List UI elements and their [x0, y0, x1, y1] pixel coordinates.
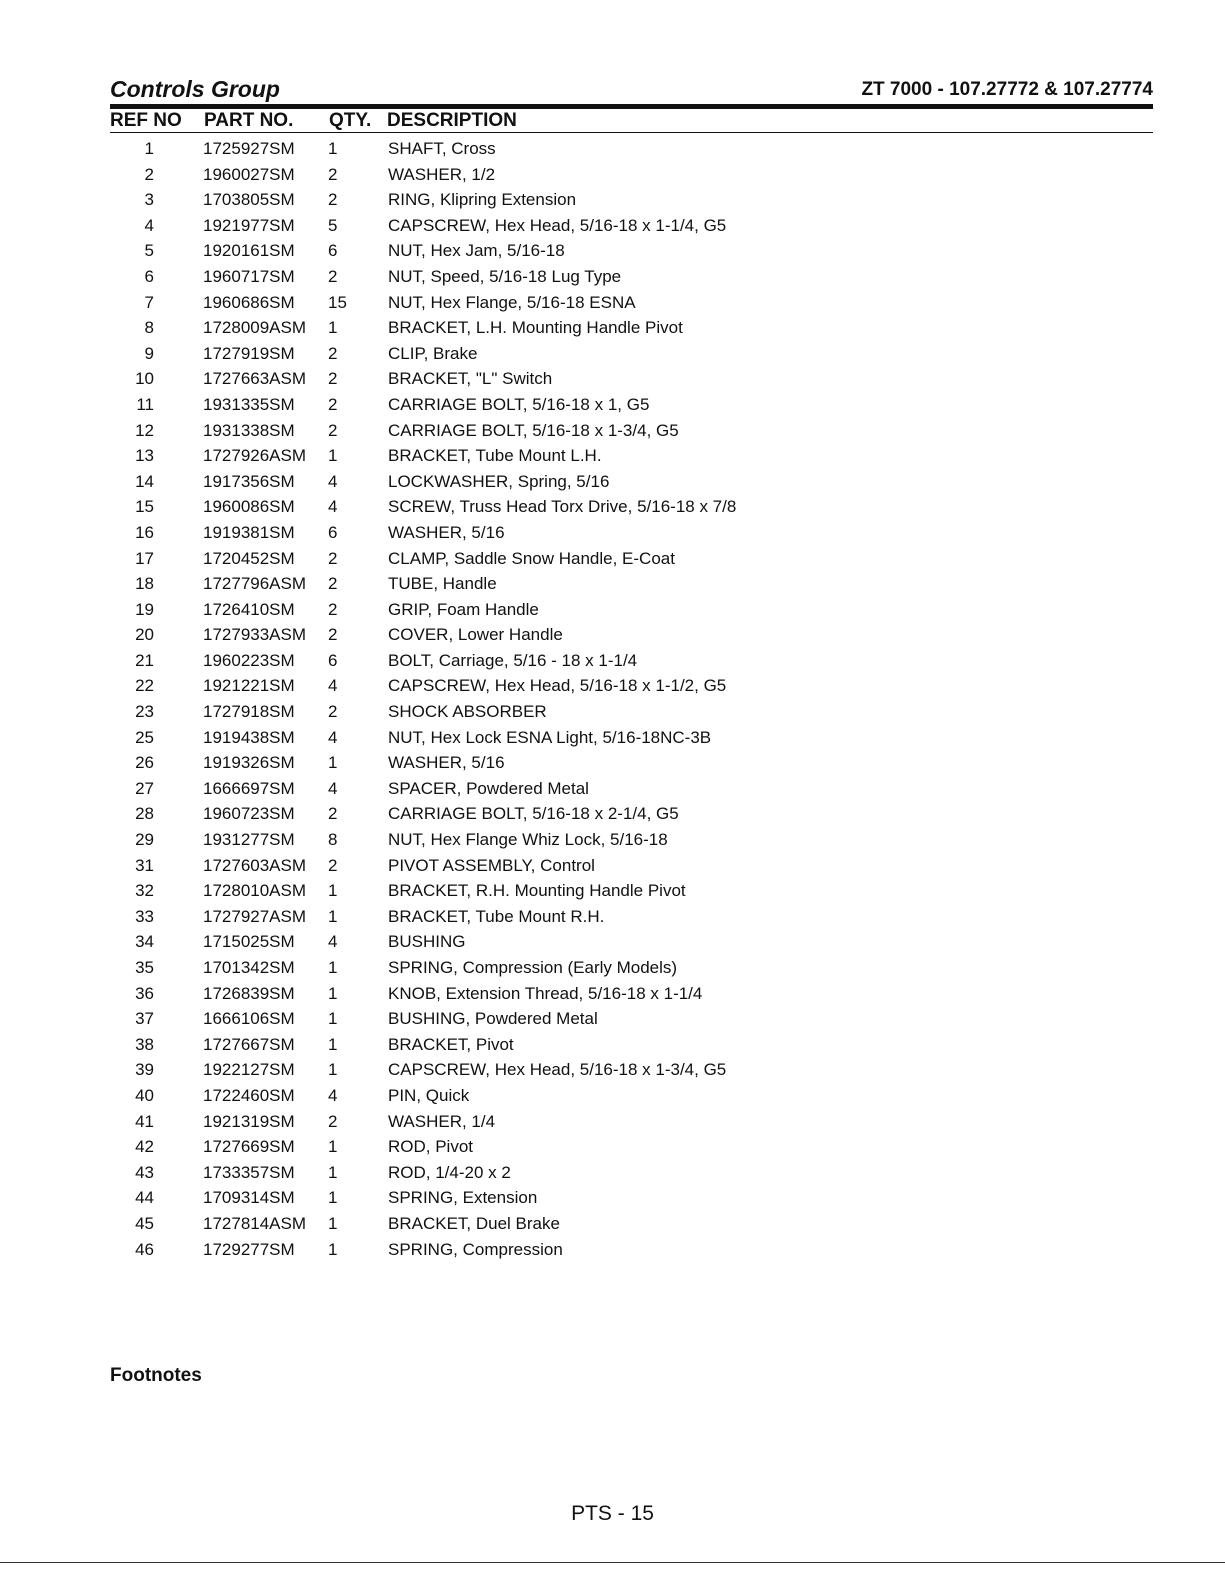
description: SHAFT, Cross — [388, 139, 496, 158]
description: BRACKET, Tube Mount R.H. — [388, 906, 605, 926]
section-title: Controls Group — [110, 76, 280, 102]
description: CAPSCREW, Hex Head, 5/16-18 x 1-1/4, G5 — [388, 215, 727, 235]
part-number: 1727603ASM — [203, 855, 307, 875]
quantity: 1 — [328, 983, 338, 1003]
part-number: 1729277SM — [203, 1239, 295, 1259]
part-number: 1666697SM — [203, 778, 295, 798]
ref-number: 12 — [135, 420, 154, 440]
table-row — [110, 1185, 1153, 1211]
part-number: 1920161SM — [203, 241, 295, 261]
ref-number: 23 — [135, 702, 154, 722]
table-row — [110, 494, 1153, 520]
ref-number: 19 — [135, 599, 154, 619]
description: SCREW, Truss Head Torx Drive, 5/16-18 x 7/8 — [388, 497, 737, 517]
table-row — [110, 366, 1153, 392]
part-number: 1960223SM — [203, 650, 295, 670]
ref-number: 29 — [135, 830, 154, 850]
ref-number: 18 — [135, 574, 154, 594]
part-number: 1922127SM — [203, 1060, 295, 1080]
quantity: 4 — [328, 778, 338, 798]
column-header-qty: QTY. — [329, 110, 372, 131]
description: WASHER, 5/16 — [388, 522, 505, 542]
table-row — [110, 955, 1153, 981]
quantity: 1 — [328, 881, 338, 901]
quantity: 8 — [328, 830, 338, 850]
table-row — [110, 1134, 1153, 1160]
ref-number: 44 — [135, 1188, 154, 1208]
part-number: 1960717SM — [203, 266, 295, 286]
quantity: 2 — [328, 574, 338, 594]
description: BRACKET, L.H. Mounting Handle Pivot — [388, 318, 683, 338]
ref-number: 31 — [135, 855, 154, 875]
table-row — [110, 1032, 1153, 1058]
description: COVER, Lower Handle — [388, 625, 563, 645]
part-number: 1727796ASM — [203, 574, 307, 594]
part-number: 1960723SM — [203, 804, 295, 824]
parts-list — [110, 136, 1153, 1262]
table-row — [110, 699, 1153, 725]
quantity: 1 — [328, 1188, 338, 1208]
table-row — [110, 392, 1153, 418]
description: WASHER, 5/16 — [388, 753, 505, 773]
table-row — [110, 725, 1153, 751]
table-row — [110, 673, 1153, 699]
description: NUT, Hex Flange Whiz Lock, 5/16-18 — [388, 830, 668, 850]
description: BRACKET, "L" Switch — [388, 369, 553, 389]
description: BRACKET, Pivot — [388, 1034, 514, 1054]
quantity: 1 — [328, 139, 338, 158]
part-number: 1921319SM — [203, 1111, 295, 1131]
column-header-description: DESCRIPTION — [387, 110, 517, 131]
ref-number: 5 — [144, 241, 154, 261]
quantity: 15 — [328, 292, 347, 312]
quantity: 4 — [328, 471, 338, 491]
part-number: 1917356SM — [203, 471, 295, 491]
table-row — [110, 622, 1153, 648]
quantity: 6 — [328, 241, 338, 261]
description: NUT, Speed, 5/16-18 Lug Type — [388, 266, 622, 286]
table-row — [110, 136, 1153, 162]
column-header-ref: REF NO — [110, 110, 182, 131]
ref-number: 26 — [135, 753, 154, 773]
part-number: 1727918SM — [203, 702, 295, 722]
part-number: 1960086SM — [203, 497, 295, 517]
description: NUT, Hex Lock ESNA Light, 5/16-18NC-3B — [388, 727, 712, 747]
table-row — [110, 187, 1153, 213]
quantity: 2 — [328, 702, 338, 722]
part-number: 1919438SM — [203, 727, 295, 747]
ref-number: 25 — [135, 727, 154, 747]
quantity: 1 — [328, 318, 338, 338]
page-bottom-border — [0, 1562, 1225, 1563]
description: CAPSCREW, Hex Head, 5/16-18 x 1-3/4, G5 — [388, 1060, 727, 1080]
table-row — [110, 264, 1153, 290]
table-row — [110, 853, 1153, 879]
quantity: 2 — [328, 599, 338, 619]
quantity: 6 — [328, 522, 338, 542]
description: CLAMP, Saddle Snow Handle, E-Coat — [388, 548, 675, 568]
quantity: 2 — [328, 266, 338, 286]
quantity: 1 — [328, 753, 338, 773]
table-row — [110, 418, 1153, 444]
part-number: 1960686SM — [203, 292, 295, 312]
description: BOLT, Carriage, 5/16 - 18 x 1-1/4 — [388, 650, 638, 670]
ref-number: 39 — [135, 1060, 154, 1080]
table-row — [110, 469, 1153, 495]
page-number: PTS - 15 — [571, 1502, 654, 1525]
quantity: 1 — [328, 446, 338, 466]
description: SHOCK ABSORBER — [388, 702, 547, 722]
ref-number: 34 — [135, 932, 154, 952]
part-number: 1727663ASM — [203, 369, 307, 389]
part-number: 1726839SM — [203, 983, 295, 1003]
table-row — [110, 1057, 1153, 1083]
ref-number: 3 — [144, 190, 154, 210]
description: SPRING, Compression — [388, 1239, 563, 1259]
column-header-underline — [110, 132, 1153, 133]
table-row — [110, 1211, 1153, 1237]
ref-number: 38 — [135, 1034, 154, 1054]
quantity: 6 — [328, 650, 338, 670]
quantity: 4 — [328, 932, 338, 952]
part-number: 1727669SM — [203, 1137, 295, 1157]
ref-number: 37 — [135, 1009, 154, 1029]
ref-number: 15 — [135, 497, 154, 517]
part-number: 1931335SM — [203, 394, 295, 414]
table-row — [110, 597, 1153, 623]
quantity: 4 — [328, 676, 338, 696]
part-number: 1921977SM — [203, 215, 295, 235]
description: BRACKET, Duel Brake — [388, 1213, 560, 1233]
ref-number: 2 — [144, 164, 154, 184]
ref-number: 10 — [135, 369, 154, 389]
table-row — [110, 904, 1153, 930]
part-number: 1931277SM — [203, 830, 295, 850]
ref-number: 7 — [144, 292, 154, 312]
part-number: 1733357SM — [203, 1162, 295, 1182]
ref-number: 14 — [135, 471, 154, 491]
description: NUT, Hex Flange, 5/16-18 ESNA — [388, 292, 636, 312]
ref-number: 33 — [135, 906, 154, 926]
part-number: 1960027SM — [203, 164, 295, 184]
quantity: 1 — [328, 906, 338, 926]
part-number: 1728009ASM — [203, 318, 307, 338]
ref-number: 40 — [135, 1085, 154, 1105]
quantity: 2 — [328, 855, 338, 875]
part-number: 1919326SM — [203, 753, 295, 773]
description: CARRIAGE BOLT, 5/16-18 x 1-3/4, G5 — [388, 420, 679, 440]
part-number: 1931338SM — [203, 420, 295, 440]
ref-number: 43 — [135, 1162, 154, 1182]
table-row — [110, 315, 1153, 341]
ref-number: 45 — [135, 1213, 154, 1233]
description: LOCKWASHER, Spring, 5/16 — [388, 471, 610, 491]
description: WASHER, 1/4 — [388, 1111, 496, 1131]
description: CARRIAGE BOLT, 5/16-18 x 2-1/4, G5 — [388, 804, 679, 824]
quantity: 2 — [328, 343, 338, 363]
quantity: 2 — [328, 164, 338, 184]
description: BUSHING, Powdered Metal — [388, 1009, 598, 1029]
part-number: 1727814ASM — [203, 1213, 307, 1233]
quantity: 1 — [328, 1034, 338, 1054]
ref-number: 42 — [135, 1137, 154, 1157]
column-headers — [110, 109, 1153, 133]
table-row — [110, 1237, 1153, 1263]
table-row — [110, 776, 1153, 802]
description: RING, Klipring Extension — [388, 190, 577, 210]
column-header-part: PART NO. — [204, 110, 294, 131]
ref-number: 22 — [135, 676, 154, 696]
description: SPRING, Compression (Early Models) — [388, 958, 678, 977]
ref-number: 36 — [135, 983, 154, 1003]
part-number: 1921221SM — [203, 676, 295, 696]
table-row — [110, 546, 1153, 572]
ref-number: 13 — [135, 446, 154, 466]
ref-number: 41 — [135, 1111, 154, 1131]
table-row — [110, 290, 1153, 316]
table-row — [110, 878, 1153, 904]
table-row — [110, 1109, 1153, 1135]
ref-number: 9 — [144, 343, 154, 363]
table-row — [110, 648, 1153, 674]
footnotes-heading: Footnotes — [110, 1365, 202, 1386]
table-row — [110, 827, 1153, 853]
model-number: ZT 7000 - 107.27772 & 107.27774 — [861, 79, 1153, 100]
ref-number: 17 — [135, 548, 154, 568]
quantity: 2 — [328, 548, 338, 568]
quantity: 1 — [328, 1137, 338, 1157]
table-row — [110, 1160, 1153, 1186]
table-row — [110, 162, 1153, 188]
part-number: 1709314SM — [203, 1188, 295, 1208]
ref-number: 11 — [136, 394, 154, 414]
part-number: 1726410SM — [203, 599, 295, 619]
part-number: 1722460SM — [203, 1085, 295, 1105]
description: SPRING, Extension — [388, 1188, 538, 1208]
part-number: 1725927SM — [203, 139, 295, 158]
part-number: 1727919SM — [203, 343, 295, 363]
description: TUBE, Handle — [388, 574, 497, 594]
quantity: 1 — [328, 1162, 338, 1182]
quantity: 1 — [328, 958, 338, 977]
description: BRACKET, Tube Mount L.H. — [388, 446, 602, 466]
quantity: 4 — [328, 497, 338, 517]
part-number: 1727926ASM — [203, 446, 307, 466]
description: KNOB, Extension Thread, 5/16-18 x 1-1/4 — [388, 983, 703, 1003]
description: PIVOT ASSEMBLY, Control — [388, 855, 595, 875]
description: PIN, Quick — [388, 1085, 470, 1105]
part-number: 1728010ASM — [203, 881, 307, 901]
description: WASHER, 1/2 — [388, 164, 496, 184]
table-row — [110, 981, 1153, 1007]
quantity: 4 — [328, 727, 338, 747]
part-number: 1701342SM — [203, 958, 295, 977]
ref-number: 8 — [144, 318, 154, 338]
description: BUSHING — [388, 932, 466, 952]
table-row — [110, 213, 1153, 239]
part-number: 1703805SM — [203, 190, 295, 210]
quantity: 5 — [328, 215, 338, 235]
description: CLIP, Brake — [388, 343, 478, 363]
description: SPACER, Powdered Metal — [388, 778, 589, 798]
page-header — [110, 74, 1153, 104]
table-row — [110, 520, 1153, 546]
ref-number: 21 — [135, 650, 154, 670]
quantity: 2 — [328, 625, 338, 645]
description: CAPSCREW, Hex Head, 5/16-18 x 1-1/2, G5 — [388, 676, 727, 696]
description: GRIP, Foam Handle — [388, 599, 539, 619]
ref-number: 20 — [135, 625, 154, 645]
part-number: 1666106SM — [203, 1009, 295, 1029]
quantity: 2 — [328, 369, 338, 389]
quantity: 1 — [328, 1213, 338, 1233]
description: ROD, 1/4-20 x 2 — [388, 1162, 511, 1182]
quantity: 1 — [328, 1060, 338, 1080]
part-number: 1919381SM — [203, 522, 295, 542]
table-row — [110, 801, 1153, 827]
ref-number: 32 — [135, 881, 154, 901]
ref-number: 1 — [144, 139, 154, 158]
quantity: 2 — [328, 394, 338, 414]
quantity: 1 — [328, 1009, 338, 1029]
part-number: 1720452SM — [203, 548, 295, 568]
part-number: 1727667SM — [203, 1034, 295, 1054]
ref-number: 28 — [135, 804, 154, 824]
part-number: 1727927ASM — [203, 906, 307, 926]
description: CARRIAGE BOLT, 5/16-18 x 1, G5 — [388, 394, 650, 414]
quantity: 4 — [328, 1085, 338, 1105]
table-row — [110, 238, 1153, 264]
quantity: 1 — [328, 1239, 338, 1259]
table-row — [110, 750, 1153, 776]
quantity: 2 — [328, 804, 338, 824]
ref-number: 46 — [135, 1239, 154, 1259]
ref-number: 16 — [135, 522, 154, 542]
ref-number: 27 — [135, 778, 154, 798]
ref-number: 4 — [144, 215, 154, 235]
quantity: 2 — [328, 420, 338, 440]
quantity: 2 — [328, 1111, 338, 1131]
description: NUT, Hex Jam, 5/16-18 — [388, 241, 565, 261]
table-row — [110, 1006, 1153, 1032]
ref-number: 35 — [135, 958, 154, 977]
table-row — [110, 1083, 1153, 1109]
table-row — [110, 929, 1153, 955]
table-row — [110, 571, 1153, 597]
description: ROD, Pivot — [388, 1137, 474, 1157]
table-row — [110, 341, 1153, 367]
table-row — [110, 443, 1153, 469]
part-number: 1727933ASM — [203, 625, 307, 645]
part-number: 1715025SM — [203, 932, 295, 952]
quantity: 2 — [328, 190, 338, 210]
description: BRACKET, R.H. Mounting Handle Pivot — [388, 881, 686, 901]
ref-number: 6 — [144, 266, 154, 286]
